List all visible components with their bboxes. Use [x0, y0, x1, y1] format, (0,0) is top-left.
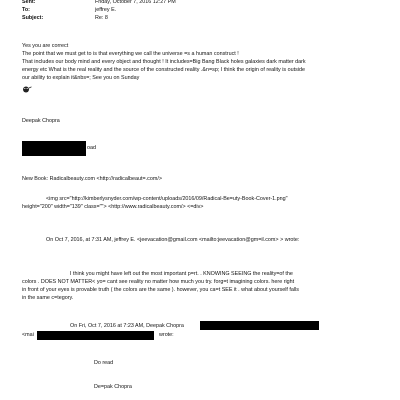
- reply-line-2: The point that we must get to is that everything we call the universe =s a human construct !: [22, 51, 239, 57]
- quoted-line-2: colors . DOES NOT MATTER< yo= cant see reality no matter how much you try. forg=t imagining colors. here right: [22, 279, 295, 285]
- do-read-text: Do read: [94, 360, 114, 366]
- new-book-link[interactable]: New Book: Radicalbeauty.com <http://radicalbeaut=.com/>: [22, 176, 162, 182]
- sent-label: Sent:: [22, 0, 36, 5]
- reply-line-4: energy etc What is the real reality and the source of the constructed reality .&n=sp; I think the origin of reality is outside: [22, 67, 306, 73]
- redacted-suffix: oad: [87, 145, 96, 151]
- to-value: jeffrey E.: [95, 7, 117, 13]
- redaction-bar: [37, 331, 154, 340]
- quoted-line-1: I think you might have left out the most important p=rt. . KNOWING SEEING the reality=of the: [70, 271, 293, 277]
- reply-line-3: That includes our body mind and every object and thought ! It includes=Big Bang Black holes galaxies dark matter dark: [22, 59, 306, 65]
- redaction-bar: [200, 321, 319, 330]
- signature-name: Deepak Chopra: [22, 118, 60, 124]
- to-label: To:: [22, 7, 30, 13]
- sign-off-name: De=pak Chopra: [94, 384, 132, 390]
- img-tag-line-2: height="200" width="139" class=""> <http://www.radicalbeauty.com/> <=div>: [22, 204, 204, 210]
- reply-line-5: our ability to explain it&nbs=; See you on Sunday: [22, 75, 140, 81]
- mail-prefix: <mai: [22, 332, 34, 338]
- img-tag-line-1: <img src="http://kimberlysnyder.com/wp-content/uploads/2016/09/Radical-Be=uty-Book-Cover-1.png": [46, 196, 288, 202]
- sent-value: Friday, October 7, 2016 12:27 PM: [95, 0, 176, 5]
- reply-line-1: Yes you are correct: [22, 43, 69, 49]
- subject-label: Subject:: [22, 15, 44, 21]
- winking-face-icon: [22, 86, 32, 93]
- subject-value: Re: 8: [95, 15, 108, 21]
- quoted-line-3: in front of your eyes is provable truth ( the colors are the same ). however, you ca=t SEE it . what about yourself falls: [22, 287, 300, 293]
- quoted-header: On Oct 7, 2016, at 7:31 AM, jeffrey E. <jeevacation@gmail.com <mailto:jeevacation@gm=il.com> > wrote:: [46, 237, 300, 243]
- wrote-label: wrote:: [159, 332, 174, 338]
- second-quote-header: On Fri, Oct 7, 2016 at 7:23 AM, Deepak Chopra: [70, 323, 184, 329]
- quoted-line-4: in the same c=tegory.: [22, 295, 74, 301]
- redaction-bar: [22, 141, 86, 156]
